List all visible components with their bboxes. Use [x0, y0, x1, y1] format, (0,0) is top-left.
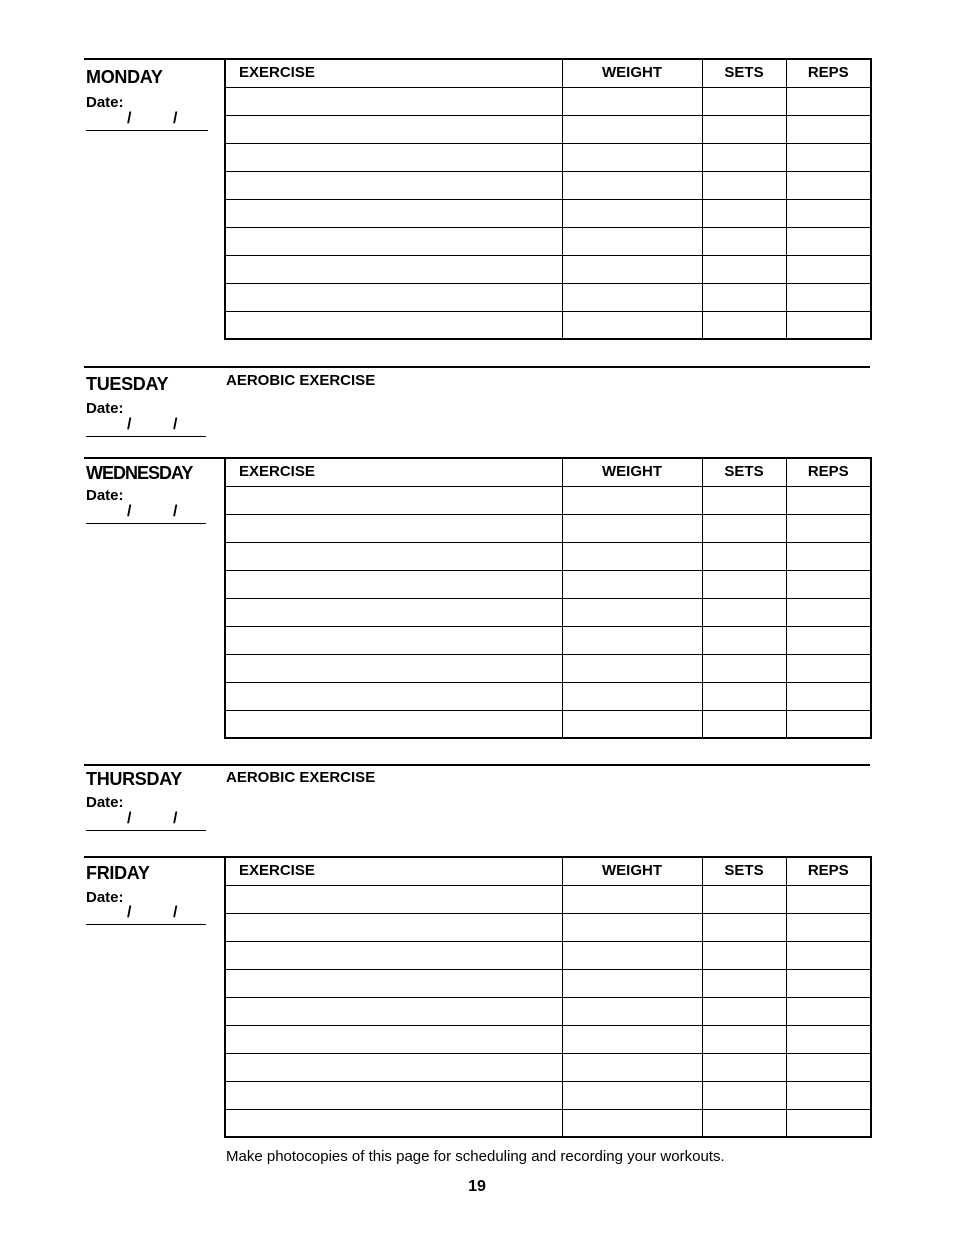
weight-cell[interactable]: [562, 626, 702, 654]
weight-cell[interactable]: [562, 885, 702, 913]
sets-cell[interactable]: [702, 1053, 786, 1081]
weight-header: WEIGHT: [562, 857, 702, 885]
exercise-cell[interactable]: [225, 654, 562, 682]
table-row: [225, 626, 871, 654]
date-separator: /: [173, 416, 178, 433]
sets-cell[interactable]: [702, 87, 786, 115]
friday-rows: [225, 885, 871, 1137]
sets-cell[interactable]: [702, 1081, 786, 1109]
reps-cell[interactable]: [786, 654, 871, 682]
reps-cell[interactable]: [786, 913, 871, 941]
sets-cell[interactable]: [702, 171, 786, 199]
sets-cell[interactable]: [702, 283, 786, 311]
monday-rows: [225, 87, 871, 339]
date-separator: /: [127, 810, 132, 827]
reps-cell[interactable]: [786, 311, 871, 339]
table-row: [225, 1053, 871, 1081]
exercise-cell[interactable]: [225, 941, 562, 969]
sets-cell[interactable]: [702, 570, 786, 598]
sets-cell[interactable]: [702, 654, 786, 682]
exercise-cell[interactable]: [225, 1053, 562, 1081]
date-separator: /: [127, 503, 132, 520]
wednesday-date-label: Date:: [86, 487, 124, 504]
table-row: [225, 997, 871, 1025]
weight-cell[interactable]: [562, 1081, 702, 1109]
table-row: [225, 1025, 871, 1053]
monday-date-field[interactable]: [86, 110, 208, 131]
exercise-cell[interactable]: [225, 682, 562, 710]
exercise-cell[interactable]: [225, 1081, 562, 1109]
sets-cell[interactable]: [702, 311, 786, 339]
weight-cell[interactable]: [562, 941, 702, 969]
table-row: [225, 969, 871, 997]
exercise-cell[interactable]: [225, 710, 562, 738]
weight-cell[interactable]: [562, 1053, 702, 1081]
tuesday-date-field[interactable]: [86, 416, 206, 437]
exercise-cell[interactable]: [225, 311, 562, 339]
reps-cell[interactable]: [786, 87, 871, 115]
exercise-cell[interactable]: [225, 514, 562, 542]
sets-header: SETS: [702, 59, 786, 87]
sets-cell[interactable]: [702, 885, 786, 913]
page-number: 19: [468, 1178, 486, 1195]
exercise-cell[interactable]: [225, 969, 562, 997]
sets-cell[interactable]: [702, 143, 786, 171]
weight-cell[interactable]: [562, 514, 702, 542]
table-row: [225, 1109, 871, 1137]
table-row: [225, 542, 871, 570]
tuesday-label: TUESDAY: [86, 374, 169, 394]
date-separator: /: [127, 416, 132, 433]
table-row: [225, 255, 871, 283]
thursday-aerobic-label: AEROBIC EXERCISE: [226, 769, 376, 786]
sets-header: SETS: [702, 857, 786, 885]
sets-cell[interactable]: [702, 626, 786, 654]
table-row: [225, 654, 871, 682]
reps-header: REPS: [786, 59, 871, 87]
reps-cell[interactable]: [786, 514, 871, 542]
reps-header: REPS: [786, 857, 871, 885]
weight-cell[interactable]: [562, 542, 702, 570]
tuesday-date-label: Date:: [86, 400, 124, 417]
table-row: [225, 1081, 871, 1109]
wednesday-rows: [225, 486, 871, 738]
weight-cell[interactable]: [562, 913, 702, 941]
tuesday-aerobic-label: AEROBIC EXERCISE: [226, 372, 376, 389]
exercise-cell[interactable]: [225, 598, 562, 626]
weight-cell[interactable]: [562, 1025, 702, 1053]
reps-cell[interactable]: [786, 115, 871, 143]
sets-cell[interactable]: [702, 969, 786, 997]
thursday-top-rule: [84, 764, 870, 766]
reps-cell[interactable]: [786, 1081, 871, 1109]
sets-cell[interactable]: [702, 115, 786, 143]
friday-date-label: Date:: [86, 889, 124, 906]
date-separator: /: [127, 110, 132, 127]
wednesday-top-rule: [84, 457, 225, 459]
sets-cell[interactable]: [702, 913, 786, 941]
thursday-label: THURSDAY: [86, 769, 182, 789]
weight-cell[interactable]: [562, 255, 702, 283]
date-separator: /: [173, 810, 178, 827]
sets-cell[interactable]: [702, 997, 786, 1025]
table-row: [225, 570, 871, 598]
reps-cell[interactable]: [786, 171, 871, 199]
exercise-cell[interactable]: [225, 143, 562, 171]
reps-cell[interactable]: [786, 570, 871, 598]
table-row: [225, 311, 871, 339]
weight-cell[interactable]: [562, 969, 702, 997]
friday-date-field[interactable]: [86, 904, 206, 925]
weight-cell[interactable]: [562, 199, 702, 227]
friday-label: FRIDAY: [86, 863, 150, 883]
reps-cell[interactable]: [786, 199, 871, 227]
wednesday-exercise-table: [224, 457, 872, 739]
exercise-cell[interactable]: [225, 115, 562, 143]
table-row: [225, 941, 871, 969]
exercise-cell[interactable]: [225, 199, 562, 227]
exercise-cell[interactable]: [225, 913, 562, 941]
reps-cell[interactable]: [786, 682, 871, 710]
reps-cell[interactable]: [786, 255, 871, 283]
weight-cell[interactable]: [562, 598, 702, 626]
tuesday-top-rule: [84, 366, 870, 368]
sets-cell[interactable]: [702, 682, 786, 710]
reps-cell[interactable]: [786, 227, 871, 255]
exercise-cell[interactable]: [225, 87, 562, 115]
weight-cell[interactable]: [562, 143, 702, 171]
exercise-cell[interactable]: [225, 885, 562, 913]
table-row: [225, 710, 871, 738]
reps-cell[interactable]: [786, 997, 871, 1025]
sets-cell[interactable]: [702, 199, 786, 227]
reps-cell[interactable]: [786, 969, 871, 997]
exercise-cell[interactable]: [225, 1025, 562, 1053]
reps-cell[interactable]: [786, 283, 871, 311]
table-row: [225, 682, 871, 710]
reps-cell[interactable]: [786, 542, 871, 570]
table-row: [225, 171, 871, 199]
footnote: Make photocopies of this page for scheduling and recording your workouts.: [226, 1148, 725, 1165]
sets-cell[interactable]: [702, 598, 786, 626]
reps-cell[interactable]: [786, 1053, 871, 1081]
sets-cell[interactable]: [702, 710, 786, 738]
exercise-cell[interactable]: [225, 171, 562, 199]
wednesday-date-field[interactable]: [86, 503, 206, 524]
exercise-cell[interactable]: [225, 542, 562, 570]
wednesday-label: WEDNESDAY: [86, 463, 193, 483]
weight-cell[interactable]: [562, 570, 702, 598]
friday-exercise-table: [224, 856, 872, 1138]
date-separator: /: [173, 110, 178, 127]
exercise-header: EXERCISE: [225, 59, 562, 87]
weight-header: WEIGHT: [562, 59, 702, 87]
weight-cell[interactable]: [562, 486, 702, 514]
weight-cell[interactable]: [562, 654, 702, 682]
reps-cell[interactable]: [786, 1109, 871, 1137]
reps-header: REPS: [786, 458, 871, 486]
exercise-header: EXERCISE: [225, 458, 562, 486]
table-row: [225, 514, 871, 542]
reps-cell[interactable]: [786, 486, 871, 514]
weight-cell[interactable]: [562, 997, 702, 1025]
exercise-cell[interactable]: [225, 626, 562, 654]
weight-cell[interactable]: [562, 710, 702, 738]
exercise-cell[interactable]: [225, 283, 562, 311]
table-row: [225, 143, 871, 171]
monday-date-label: Date:: [86, 94, 124, 111]
sets-cell[interactable]: [702, 1109, 786, 1137]
table-row: [225, 115, 871, 143]
exercise-header: EXERCISE: [225, 857, 562, 885]
exercise-cell[interactable]: [225, 227, 562, 255]
table-row: [225, 598, 871, 626]
weight-cell[interactable]: [562, 227, 702, 255]
exercise-cell[interactable]: [225, 255, 562, 283]
reps-cell[interactable]: [786, 143, 871, 171]
weight-cell[interactable]: [562, 311, 702, 339]
sets-cell[interactable]: [702, 486, 786, 514]
table-row: [225, 486, 871, 514]
monday-label: MONDAY: [86, 67, 163, 87]
reps-cell[interactable]: [786, 710, 871, 738]
date-separator: /: [173, 904, 178, 921]
sets-cell[interactable]: [702, 1025, 786, 1053]
thursday-date-label: Date:: [86, 794, 124, 811]
sets-cell[interactable]: [702, 227, 786, 255]
exercise-cell[interactable]: [225, 997, 562, 1025]
sets-cell[interactable]: [702, 514, 786, 542]
sets-cell[interactable]: [702, 542, 786, 570]
weight-header: WEIGHT: [562, 458, 702, 486]
table-row: [225, 885, 871, 913]
table-row: [225, 227, 871, 255]
reps-cell[interactable]: [786, 885, 871, 913]
weight-cell[interactable]: [562, 283, 702, 311]
date-separator: /: [127, 904, 132, 921]
table-row: [225, 199, 871, 227]
exercise-cell[interactable]: [225, 570, 562, 598]
date-separator: /: [173, 503, 178, 520]
friday-top-rule: [84, 856, 225, 858]
reps-cell[interactable]: [786, 626, 871, 654]
table-row: [225, 283, 871, 311]
reps-cell[interactable]: [786, 941, 871, 969]
weight-cell[interactable]: [562, 171, 702, 199]
reps-cell[interactable]: [786, 598, 871, 626]
table-row: [225, 913, 871, 941]
weight-cell[interactable]: [562, 1109, 702, 1137]
thursday-date-field[interactable]: [86, 810, 206, 831]
monday-top-rule: [84, 58, 225, 60]
exercise-cell[interactable]: [225, 486, 562, 514]
sets-cell[interactable]: [702, 941, 786, 969]
sets-header: SETS: [702, 458, 786, 486]
exercise-cell[interactable]: [225, 1109, 562, 1137]
monday-exercise-table: [224, 58, 872, 340]
reps-cell[interactable]: [786, 1025, 871, 1053]
weight-cell[interactable]: [562, 682, 702, 710]
weight-cell[interactable]: [562, 87, 702, 115]
weight-cell[interactable]: [562, 115, 702, 143]
table-row: [225, 87, 871, 115]
sets-cell[interactable]: [702, 255, 786, 283]
